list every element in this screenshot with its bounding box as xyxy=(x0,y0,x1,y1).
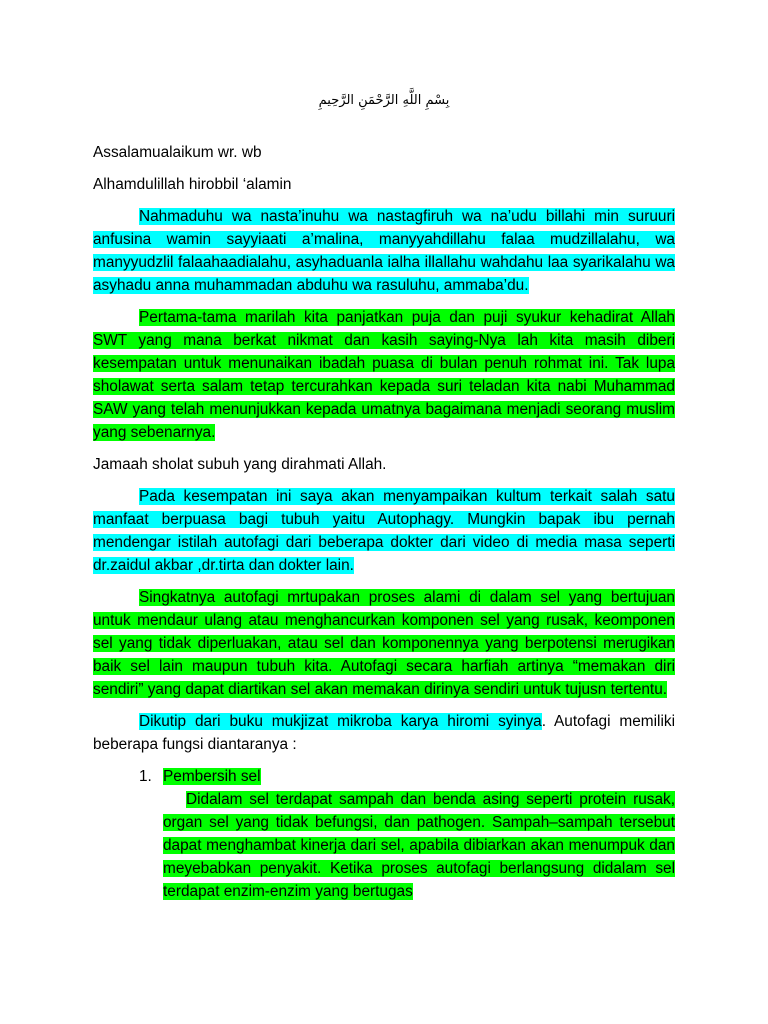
document-body xyxy=(93,141,675,903)
paragraph-gratitude xyxy=(93,306,675,444)
list-item xyxy=(93,765,675,903)
hamdalah-text: Alhamdulillah hirobbil ‘alamin xyxy=(93,176,292,193)
highlighted-text: Singkatnya autofagi mrtupakan proses alami di dalam sel yang bertujuan untuk mendaur ulang atau menghancurkan komponen sel yang rusak, keomponen sel yang tidak diperluakan, atau sel dan komponennya yang berpotensi merugikan baik sel lain maupun tubuh kita. Autofagi secara harfiah artinya “memakan diri sendiri” yang dapat diartikan sel akan memakan dirinya sendiri untuk tujusn tertentu. xyxy=(93,589,675,698)
paragraph-greeting xyxy=(93,453,675,476)
salam-text: Assalamualaikum wr. wb xyxy=(93,144,262,161)
highlighted-text: Pada kesempatan ini saya akan menyampaikan kultum terkait salah satu manfaat berpuasa bagi tubuh yaitu Autophagy. Mungkin bapak ibu pernah mendengar istilah autofagi dari beberapa dokter dari video di media masa seperti dr.zaidul akbar ,dr.tirta dan dokter lain. xyxy=(93,488,675,574)
list-number: 1. xyxy=(139,768,152,785)
hamdalah-line xyxy=(93,173,675,196)
paragraph-topic-intro xyxy=(93,485,675,577)
plain-text: . Autofagi memiliki beberapa fungsi diantaranya : xyxy=(93,713,675,753)
salam-line xyxy=(93,141,675,164)
paragraph-functions-intro xyxy=(93,710,675,756)
highlighted-text: Didalam sel terdapat sampah dan benda asing seperti protein rusak, organ sel yang tidak befungsi, dan pathogen. Sampah–sampah tersebut dapat menghambat kinerja dari sel, apabila dibiarkan akan menumpuk dan meyebabkan penyakit. Ketika proses autofagi berlangsung didalam sel terdapat enzim-enzim yang bertugas xyxy=(163,791,675,900)
paragraph-opening-prayer xyxy=(93,205,675,297)
highlighted-text: Nahmaduhu wa nasta’inuhu wa nastagfiruh wa na’udu billahi min suruuri anfusina wamin sayyiaati a’malina, manyyahdillahu falaa mudzillalahu, wa manyyudzlil falaahaadialahu, asyhaduanla ialha illallahu wahdahu laa syarikalahu wa asyhadu anna muhammadan abduhu wa rasuluhu, ammaba’du. xyxy=(93,208,675,294)
basmala-calligraphy: بِسْمِ اللَّهِ الرَّحْمَنِ الرَّحِيمِ xyxy=(318,93,450,108)
highlighted-text: Dikutip dari buku mukjizat mikroba karya hiromi syinya xyxy=(139,713,542,730)
greeting-text: Jamaah sholat subuh yang dirahmati Allah. xyxy=(93,456,387,473)
highlighted-text: Pembersih sel xyxy=(163,768,261,785)
list-item-title xyxy=(163,765,675,788)
highlighted-text: Pertama-tama marilah kita panjatkan puja dan puji syukur kehadirat Allah SWT yang mana berkat nikmat dan kasih saying-Nya lah kita masih diberi kesempatan untuk menunaikan ibadah puasa di bulan penuh rohmat ini. Tak lupa sholawat serta salam tetap tercurahkan kepada suri teladan kita nabi Muhammad SAW yang telah menunjukkan kepada umatnya bagaimana menjadi seorang muslim yang sebenarnya. xyxy=(93,309,675,441)
list-item-body xyxy=(163,788,675,903)
paragraph-autofagi-definition xyxy=(93,586,675,701)
